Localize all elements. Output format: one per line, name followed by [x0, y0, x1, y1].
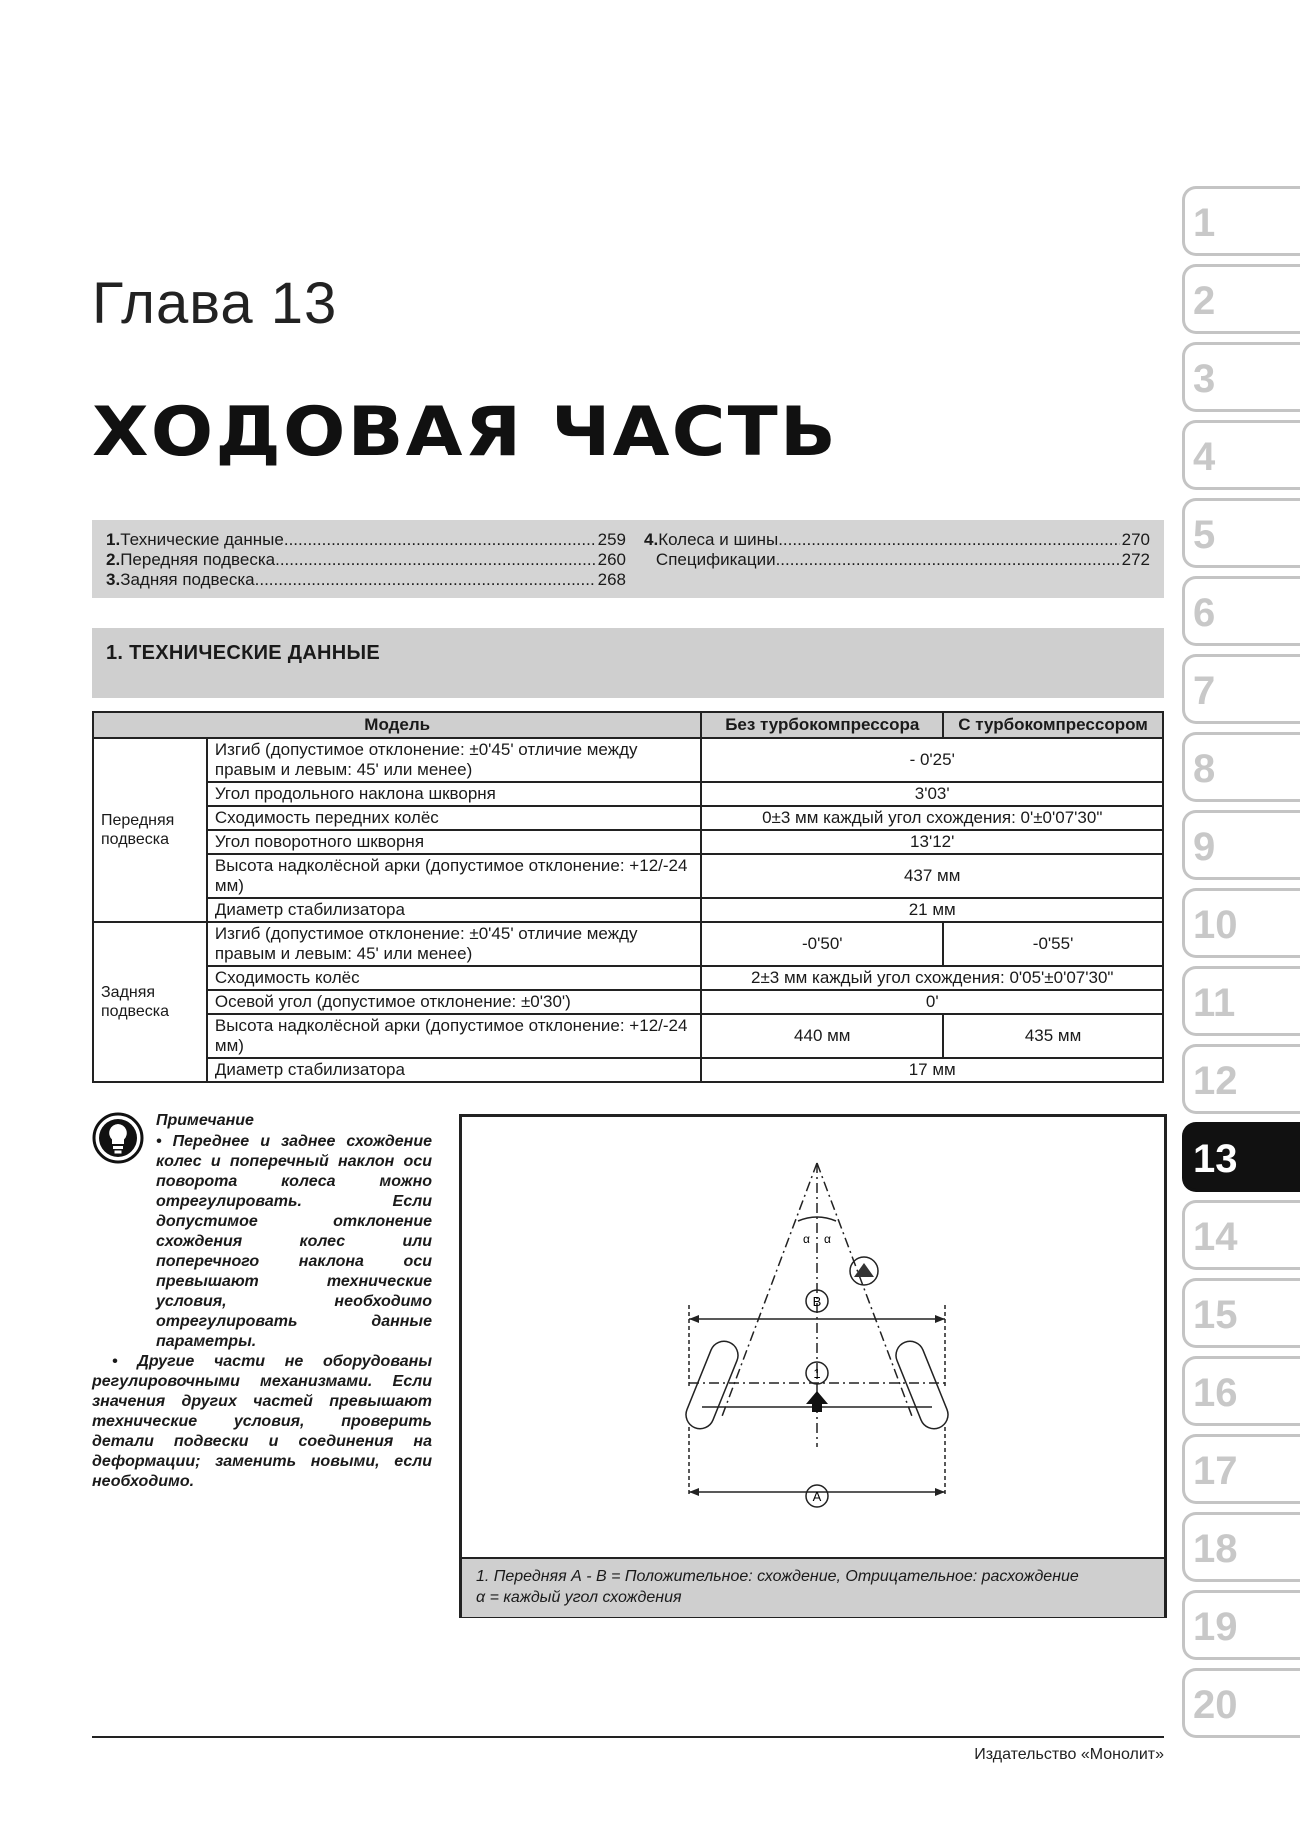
- figure-caption: [462, 1557, 1164, 1617]
- param-cell: Угол продольного наклона шкворня: [207, 782, 702, 806]
- chapter-tab[interactable]: 14: [1182, 1200, 1300, 1270]
- value-cell: 13'12': [701, 830, 1163, 854]
- table-row: [93, 738, 1163, 782]
- chapter-tab[interactable]: 4: [1182, 420, 1300, 490]
- value-cell: 0': [701, 990, 1163, 1014]
- param-cell: Изгиб (допустимое отклонение: ±0'45' отличие между правым и левым: 45' или менее): [207, 738, 702, 782]
- toc-leader-dots: [776, 550, 1120, 570]
- note-text: [92, 1132, 432, 1492]
- toc-entry[interactable]: [106, 570, 626, 590]
- toc-entry[interactable]: [644, 550, 1150, 570]
- table-row: [93, 966, 1163, 990]
- chapter-tab[interactable]: 11: [1182, 966, 1300, 1036]
- toc-leader-dots: [778, 530, 1119, 550]
- caption-line-2: α = каждый угол схождения: [476, 1589, 682, 1606]
- toc-leader-dots: [255, 570, 596, 590]
- param-cell: Сходимость передних колёс: [207, 806, 702, 830]
- publisher: Издательство «Монолит»: [974, 1746, 1164, 1763]
- chapter-tab[interactable]: 6: [1182, 576, 1300, 646]
- spec-table: [92, 711, 1164, 1083]
- chapter-label: Глава 13: [92, 271, 338, 336]
- caption-line-1: 1. Передняя А - В = Положительное: схождение, Отрицательное: расхождение: [476, 1568, 1079, 1585]
- chapter-tab[interactable]: 9: [1182, 810, 1300, 880]
- chapter-tab[interactable]: 12: [1182, 1044, 1300, 1114]
- chapter-tab[interactable]: 13: [1182, 1122, 1300, 1192]
- label-a: A: [812, 1489, 822, 1504]
- header-no-turbo: Без турбокомпрессора: [701, 712, 943, 738]
- toc-entry-page: 259: [597, 530, 626, 549]
- value-cell-no-turbo: 440 мм: [701, 1014, 943, 1058]
- param-cell: Угол поворотного шкворня: [207, 830, 702, 854]
- chapter-tab[interactable]: 16: [1182, 1356, 1300, 1426]
- alpha-label-left: α: [803, 1232, 810, 1246]
- value-cell-no-turbo: -0'50': [701, 922, 943, 966]
- toc-left-column: [106, 530, 626, 590]
- toc-entry-number: 2.: [106, 550, 121, 569]
- toc-entry-label: Технические данные: [120, 530, 284, 549]
- table-header-row: [93, 712, 1163, 738]
- param-cell: Высота надколёсной арки (допустимое отклонение: +12/-24 мм): [207, 1014, 702, 1058]
- param-cell: Осевой угол (допустимое отклонение: ±0'30'): [207, 990, 702, 1014]
- chapter-title: ХОДОВАЯ ЧАСТЬ: [92, 393, 839, 472]
- toc-entry-label: Передняя подвеска: [120, 550, 276, 569]
- value-cell: 3'03': [701, 782, 1163, 806]
- toe-diagram-figure: [459, 1114, 1167, 1618]
- header-model: Модель: [93, 712, 701, 738]
- value-cell: 21 мм: [701, 898, 1163, 922]
- group-label: Задняя подвеска: [93, 922, 207, 1082]
- toc-entry-label: Спецификации: [655, 550, 776, 569]
- chapter-tab[interactable]: 3: [1182, 342, 1300, 412]
- toe-diagram: [462, 1117, 1164, 1557]
- toc-entry-page: 260: [597, 550, 626, 569]
- value-cell-turbo: 435 мм: [943, 1014, 1163, 1058]
- chapter-tab[interactable]: 2: [1182, 264, 1300, 334]
- chapter-tab[interactable]: 18: [1182, 1512, 1300, 1582]
- table-of-contents: [92, 520, 1164, 598]
- toc-entry-page: 270: [1121, 530, 1150, 549]
- alpha-label-right: α: [824, 1232, 831, 1246]
- table-row: [93, 1058, 1163, 1082]
- value-cell: 0±3 мм каждый угол схождения: 0'±0'07'30": [701, 806, 1163, 830]
- toc-entry-number: 4.: [644, 530, 659, 549]
- toc-entry-label: Колеса и шины: [658, 530, 779, 549]
- toc-entry-number: 3.: [106, 570, 121, 589]
- chapter-tab[interactable]: 15: [1182, 1278, 1300, 1348]
- chapter-tab[interactable]: 20: [1182, 1668, 1300, 1738]
- chapter-tab[interactable]: 1: [1182, 186, 1300, 256]
- chapter-tab[interactable]: 19: [1182, 1590, 1300, 1660]
- table-row: [93, 806, 1163, 830]
- toc-right-column: [644, 530, 1150, 570]
- param-cell: Диаметр стабилизатора: [207, 1058, 702, 1082]
- chapter-tab[interactable]: 7: [1182, 654, 1300, 724]
- toc-entry[interactable]: [644, 530, 1150, 550]
- toc-entry-label: Задняя подвеска: [120, 570, 255, 589]
- param-cell: Диаметр стабилизатора: [207, 898, 702, 922]
- header-turbo: С турбокомпрессором: [943, 712, 1163, 738]
- chapter-tab[interactable]: 8: [1182, 732, 1300, 802]
- table-row: [93, 898, 1163, 922]
- note-paragraph: • Переднее и заднее схождение колес и поперечный наклон оси поворота колеса можно отрегулировать. Если допустимое отклонение схождения колес или поперечного наклона оси превышают технические условия, необходимо отрегулировать данные параметры.: [156, 1133, 432, 1350]
- toc-leader-dots: [284, 530, 596, 550]
- table-row: [93, 1014, 1163, 1058]
- table-row: [93, 854, 1163, 898]
- toc-entry-number: 1.: [106, 530, 121, 549]
- label-b: B: [812, 1294, 822, 1309]
- table-row: [93, 830, 1163, 854]
- table-row: [93, 922, 1163, 966]
- section-title: 1. ТЕХНИЧЕСКИЕ ДАННЫЕ: [106, 642, 381, 664]
- value-cell: 17 мм: [701, 1058, 1163, 1082]
- toc-entry-number: [644, 550, 656, 570]
- param-cell: Сходимость колёс: [207, 966, 702, 990]
- label-1: 1: [813, 1366, 821, 1381]
- param-cell: Высота надколёсной арки (допустимое отклонение: +12/-24 мм): [207, 854, 702, 898]
- toc-entry-page: 268: [597, 570, 626, 589]
- toc-leader-dots: [275, 550, 596, 570]
- table-row: [93, 782, 1163, 806]
- chapter-tab[interactable]: 5: [1182, 498, 1300, 568]
- value-cell: - 0'25': [701, 738, 1163, 782]
- note-paragraph: • Другие части не оборудованы регулировочными механизмами. Если значения других частей превышают технические условия, проверить детали подвески и соединения на деформации; заменить новыми, если необходимо.: [92, 1353, 432, 1490]
- value-cell: 437 мм: [701, 854, 1163, 898]
- chapter-tab[interactable]: 10: [1182, 888, 1300, 958]
- note-title: Примечание: [156, 1112, 254, 1129]
- value-cell-turbo: -0'55': [943, 922, 1163, 966]
- chapter-tab[interactable]: 17: [1182, 1434, 1300, 1504]
- table-row: [93, 990, 1163, 1014]
- value-cell: 2±3 мм каждый угол схождения: 0'05'±0'07'30": [701, 966, 1163, 990]
- footer-divider: [92, 1736, 1164, 1738]
- toc-entry-page: 272: [1121, 550, 1150, 569]
- section-header: [92, 628, 1164, 698]
- param-cell: Изгиб (допустимое отклонение: ±0'45' отличие между правым и левым: 45' или менее): [207, 922, 702, 966]
- toc-entry[interactable]: [106, 530, 626, 550]
- toc-entry[interactable]: [106, 550, 626, 570]
- group-label: Передняя подвеска: [93, 738, 207, 922]
